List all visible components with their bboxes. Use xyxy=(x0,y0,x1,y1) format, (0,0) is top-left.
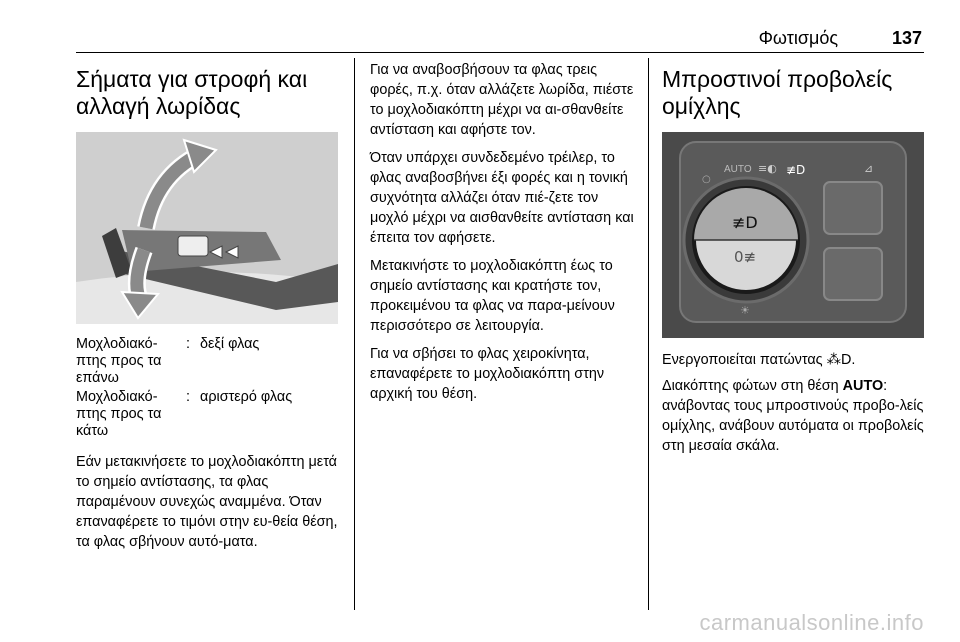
definition-term: Μοχλοδιακό-πτης προς τα κάτω xyxy=(76,389,162,439)
lever-definition-table xyxy=(76,336,338,440)
svg-text:≡◐: ≡◐ xyxy=(758,162,777,175)
right-column xyxy=(662,60,924,610)
page-number: 137 xyxy=(891,28,922,48)
auto-text-pre: Διακόπτης φώτων στη θέση xyxy=(662,378,843,394)
turn-signal-lever-svg xyxy=(76,132,338,324)
body-paragraph: Μετακινήστε το μοχλοδιακόπτη έως το σημείο αντίστασης και κρατήστε τον, προκειμένου τα φλας να παρα-μείνουν περισσότερο σε λειτουργία. xyxy=(370,258,615,334)
left-column xyxy=(76,60,338,610)
light-switch-panel-illustration xyxy=(662,132,924,338)
column-divider-left xyxy=(354,58,355,610)
auto-label: AUTO xyxy=(724,164,752,175)
definition-colon: : xyxy=(186,336,190,352)
page-header-title: Φωτισμός xyxy=(758,28,838,48)
auto-text-post: : ανάβοντας τους μπροστινούς προβο-λείς ομίχλης, ανάβουν αυτόματα οι προβολείς στη μεσαία σκάλα. xyxy=(662,378,924,454)
body-paragraph: Για να σβήσει το φλας χειροκίνητα, επαναφέρετε το μοχλοδιακόπτη στην αρχική του θέση. xyxy=(370,346,605,402)
header-rule xyxy=(76,52,924,53)
svg-text:☀: ☀ xyxy=(740,304,750,317)
auto-text-bold: AUTO xyxy=(842,378,884,394)
body-paragraph xyxy=(662,350,924,370)
definition-colon: : xyxy=(186,389,190,405)
definition-desc: αριστερό φλας xyxy=(200,389,293,405)
light-switch-panel-svg xyxy=(662,132,924,338)
definition-row xyxy=(76,336,338,387)
svg-text:⊿: ⊿ xyxy=(864,162,874,175)
svg-text:≢D: ≢D xyxy=(786,163,806,177)
definition-desc: δεξί φλας xyxy=(200,336,260,352)
body-paragraph: Για να αναβοσβήσουν τα φλας τρεις φορές, π.χ. όταν αλλάζετε λωρίδα, πιέστε το μοχλοδιακόπτη μέχρι να αι-σθανθείτε αντίσταση και αφήστε τον. xyxy=(370,62,634,138)
column-divider-right xyxy=(648,58,649,610)
definition-term: Μοχλοδιακό-πτης προς τα επάνω xyxy=(76,336,162,386)
body-paragraph: Εάν μετακινήσετε το μοχλοδιακόπτη μετά το σημείο αντίστασης, τα φλας παραμένουν συνεχώς αναμμένα. Όταν επαναφέρετε το τιμόνι στην ευ-θεία θέση, τα φλας σβήνουν αυτό-ματα. xyxy=(76,454,338,550)
section-heading-fog-lights: Μπροστινοί προβολείς ομίχλης xyxy=(662,66,893,119)
svg-text:≢D: ≢D xyxy=(732,213,758,232)
fog-activate-text: Ενεργοποιείται πατώντας xyxy=(662,352,827,368)
svg-text:0≢: 0≢ xyxy=(734,248,757,266)
body-paragraph: Όταν υπάρχει συνδεδεμένο τρέιλερ, το φλας αναβοσβήνει έξι φορές και η τονική συχνότητα αλλάζει όταν πιέ-ζετε τον μοχλό μέχρι να αισθανθείτε αντίσταση και έπειτα τον αφήσετε. xyxy=(370,150,634,246)
watermark: carmanualsonline.info xyxy=(699,610,924,635)
front-fog-light-icon: ⁂D. xyxy=(826,352,856,368)
svg-text:○: ○ xyxy=(702,174,711,185)
definition-row xyxy=(76,389,338,440)
middle-column xyxy=(370,60,634,610)
body-paragraph xyxy=(662,376,924,456)
section-heading-turn-signals: Σήματα για στροφή και αλλαγή λωρίδας xyxy=(76,66,308,119)
turn-signal-lever-illustration xyxy=(76,132,338,324)
